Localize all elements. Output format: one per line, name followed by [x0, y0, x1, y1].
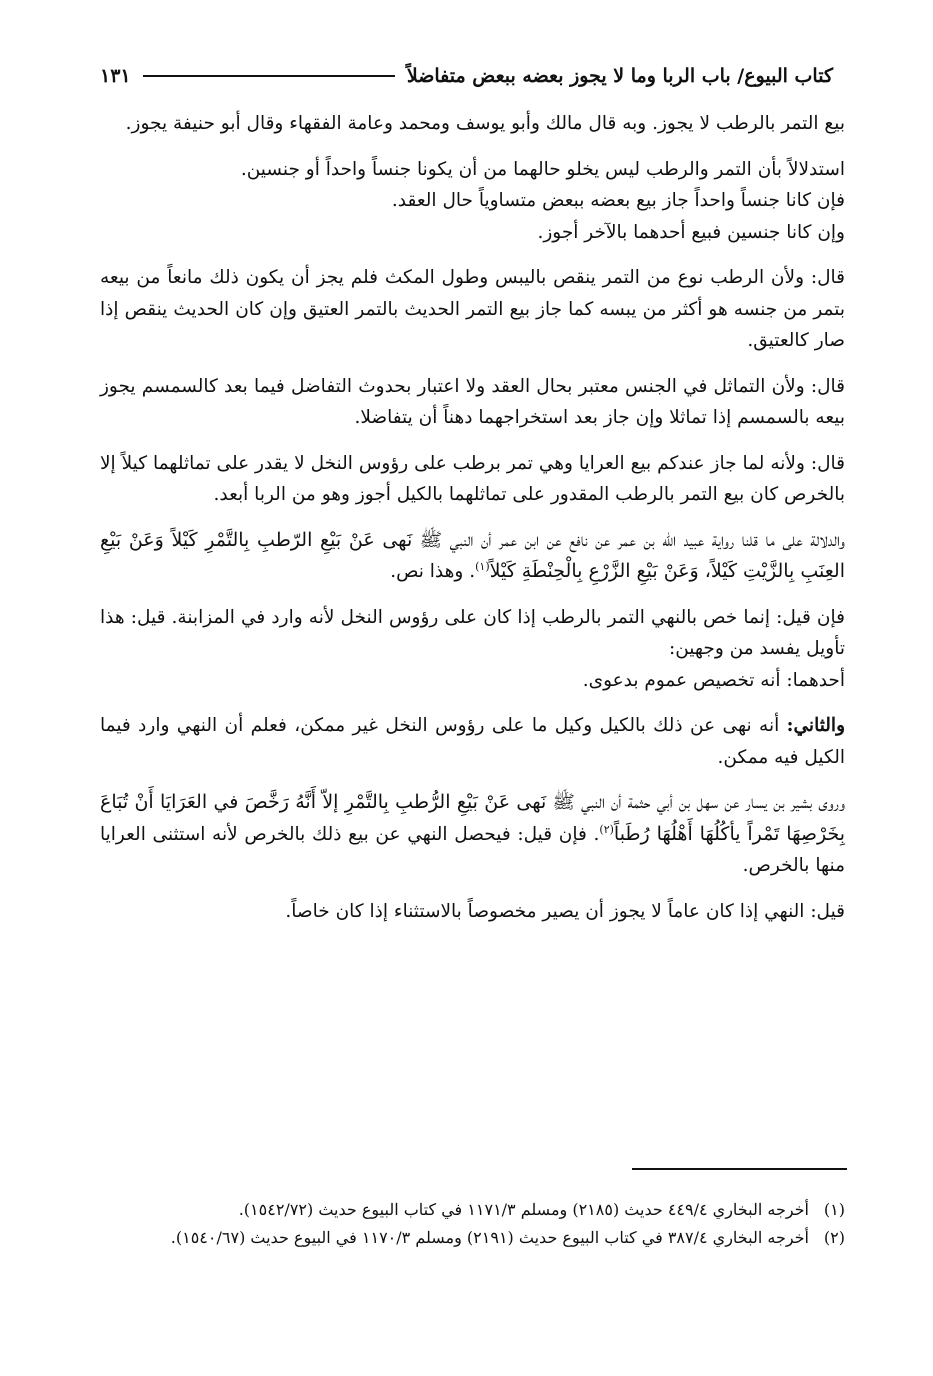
footnote-ref-2[interactable]: (٢) [599, 822, 614, 836]
footnote-text: أخرجه البخاري ٤٤٩/٤ حديث (٢١٨٥) ومسلم ١١٧١/٣ في كتاب البيوع حديث (١٥٤٢/٧٢). [238, 1200, 809, 1219]
hadith-quote-2: نَهى عَنْ بَيْعِ الرُّطبِ بِالتَّمْرِ إلاّ أَنَّهُ رَخَّصَ في العَرَايَا أَنْ تُبَاعَ بِخَرْصِهَا تَمْراً يأكُلُهَا أَهْلُهَا رُطَباً [100, 791, 845, 845]
paragraph-12-end: . فإن قيل: فيحصل النهي عن بيع ذلك بالخرص لأنه استثنى العرايا منها بالخرص. [100, 823, 845, 876]
paragraph-7: قال: ولأنه لما جاز عندكم بيع العرايا وهي تمر برطب على رؤوس النخل لا يقدر على تماثلهما كيلاً إلا بالخرص كان بيع التمر بالرطب المقدور على تماثلهما بالكيل أجوز وهو من الربا أبعد. [100, 452, 845, 505]
paragraph-4: وإن كانا جنسين فبيع أحدهما بالآخر أجوز. [537, 221, 845, 243]
paragraph-11-lead: والثاني: [786, 715, 845, 736]
paragraph-8-intro: والدلالة على ما قلنا رواية عبيد الله بن عمر عن نافع عن ابن عمر أن النبي ﷺ [419, 529, 845, 551]
header-rule [143, 75, 395, 77]
paragraph-2: استدلالاً بأن التمر والرطب ليس يخلو حالهما من أن يكونا جنساً واحداً أو جنسين. [240, 158, 845, 180]
paragraph-11-text: أنه نهى عن ذلك بالكيل وكيل ما على رؤوس النخل غير ممكن، فعلم أن النهي وارد فيما الكيل فيه ممكن. [100, 715, 845, 768]
paragraph-10: أحدهما: أنه تخصيص عموم بدعوى. [582, 669, 845, 691]
running-header [100, 58, 833, 94]
main-text [100, 108, 845, 941]
footnote-number: (٢) [823, 1228, 845, 1247]
footnote-2 [100, 1224, 845, 1252]
footnote-1 [100, 1196, 845, 1224]
paragraph-8-end: . وهذا نص. [390, 561, 476, 582]
paragraph-5: قال: ولأن الرطب نوع من التمر ينقص باليبس وطول المكث فلم يجز أن يكون ذلك مانعاً من بيعه بتمر من جنسه هو أكثر من يبسه كما جاز بيع التمر الحديث بالتمر العتيق وإن كان الحديث ينقص إذا صار كالعتيق. [100, 267, 845, 351]
header-title: كتاب البيوع/ باب الربا وما لا يجوز بعضه ببعض متفاضلاً [406, 65, 833, 87]
paragraph-1: بيع التمر بالرطب لا يجوز. وبه قال مالك وأبو يوسف ومحمد وعامة الفقهاء وقال أبو حنيفة يجوز. [125, 113, 845, 134]
paragraph-12-intro: وروى بشير بن يسار عن سهل بن أبي حثمة أن النبي ﷺ [552, 792, 846, 813]
paragraph-9: فإن قيل: إنما خص بالنهي التمر بالرطب إذا كان على رؤوس النخل لأنه وارد في المزابنة. قيل: هذا تأويل يفسد من وجهين: [100, 606, 845, 659]
page-number: ١٣١ [100, 65, 131, 87]
paragraph-3: فإن كانا جنساً واحداً جاز بيع بعضه ببعض متساوياً حال العقد. [391, 190, 845, 211]
paragraph-13: قيل: النهي إذا كان عاماً لا يجوز أن يصير مخصوصاً بالاستثناء إذا كان خاصاً. [285, 900, 845, 922]
footnote-number: (١) [823, 1200, 845, 1219]
paragraph-11 [100, 710, 845, 773]
paragraph-6: قال: ولأن التماثل في الجنس معتبر بحال العقد ولا اعتبار بحدوث التفاضل فيما بعد كالسمسم يجوز بيعه بالسمسم إذا تماثلا وإن جاز بعد استخراجهما دهناً أن يتفاضلا. [100, 375, 845, 428]
paragraph-12 [100, 787, 845, 882]
footnote-rule [632, 1168, 847, 1170]
footnotes [100, 1196, 845, 1252]
footnote-text: أخرجه البخاري ٣٨٧/٤ في كتاب البيوع حديث (٢١٩١) ومسلم ١١٧٠/٣ في البيوع حديث (١٥٤٠/٦٧). [170, 1228, 809, 1247]
footnote-ref-1[interactable]: (١) [475, 559, 490, 573]
paragraph-8 [100, 525, 845, 588]
hadith-quote-1: نَهى عَنْ بَيْعِ الرّطبِ بِالتَّمْرِ كَيْلاً وَعَنْ بَيْعِ العِنَبِ بِالزَّيْتِ كَيْلاً، وَعَنْ بَيْعِ الزَّرْعِ بِالْحِنْطَةِ كَيْلاً [100, 528, 845, 582]
